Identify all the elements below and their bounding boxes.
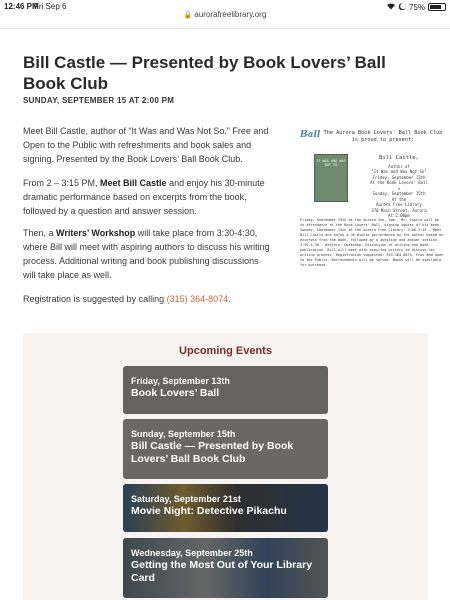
upcoming-events-heading: Upcoming Events bbox=[179, 345, 272, 357]
p3-bold: Writers’ Workshop bbox=[56, 228, 136, 238]
event-card-library-card[interactable] bbox=[123, 538, 328, 598]
battery-percent: 75% bbox=[408, 2, 425, 12]
upcoming-events-section bbox=[23, 333, 428, 600]
page-title: Bill Castle — Presented by Book Lovers’ Ball Book Club bbox=[23, 53, 386, 93]
event-date: Sunday, September 15th bbox=[131, 429, 236, 439]
flyer-author-of: Author of bbox=[388, 163, 410, 169]
p3-prefix: Then, a bbox=[23, 228, 57, 238]
flyer-line4: Sunday, September 15th bbox=[372, 191, 426, 196]
flyer-author: Bill Castle, bbox=[379, 155, 419, 161]
flyer-line2: At the Book Lovers' Ball bbox=[370, 180, 428, 185]
phone-link[interactable]: (315) 364-8074 bbox=[166, 294, 229, 304]
flyer-heading: The Aurora Book Lovers' Ball Book Club is proud to present: bbox=[323, 130, 443, 143]
flyer-logo: Ball bbox=[300, 130, 321, 140]
flyer-line3: + bbox=[397, 185, 401, 191]
event-card-bill-castle[interactable] bbox=[123, 419, 328, 479]
intro-paragraph: Meet Bill Castle, author of “It Was and Was Not So.” Free and Open to the Public with refreshments and book sales and signing. Presented by the Book Lovers’ Ball Book Club. bbox=[23, 126, 269, 164]
flyer-line6: Aurora Free Library bbox=[376, 202, 422, 207]
p2-suffix: and enjoy his 30-minute dramatic performance based on excerpts from the book, followed by a question and answer session. bbox=[23, 178, 265, 216]
event-name: Book Lovers’ Ball bbox=[131, 387, 220, 399]
url-text: aurorafreelibrary.org bbox=[194, 10, 267, 19]
flyer-small-print: Friday, September 13th at the Aurora Inn, 5pm - Mr. Castle will be in attendance at the Book Lovers' Ball, signing copies of his book. Sunday, September 15th at the Aurora Free Library: 2:00-3:15 - Meet Bill Castle and enjoy a 30 minute performance by the author based on excerpts from the book, followed by a question and answer session. 3:30-4:30 - Writers' workshop. Discussion of writing and book publication. Bill will meet with aspiring writers to discuss his writing process. Registration suggested: 315-364-8074. Free and Open to the Public. Refreshments will be served. Books will be available for purchase. bbox=[300, 218, 444, 267]
event-name: Bill Castle — Presented by Book Lovers’ Ball Book Club bbox=[131, 440, 294, 465]
book-cover-image bbox=[314, 154, 348, 202]
event-date: Wednesday, September 25th bbox=[131, 548, 253, 558]
flyer-line8: At 2:00pm bbox=[388, 213, 410, 218]
p3-suffix: will take place from 3:30-4:30, where Bill will meet with aspiring authors to discuss his writing process. Additional writing and book publishing discussions will take place as well. bbox=[23, 228, 270, 280]
status-time: 12:46 PM bbox=[4, 2, 39, 11]
event-flyer-image bbox=[298, 128, 446, 286]
event-date: SUNDAY, SEPTEMBER 15 AT 2:00 PM bbox=[23, 96, 175, 105]
performance-paragraph bbox=[23, 176, 273, 218]
event-name: Movie Night: Detective Pikachu bbox=[131, 505, 287, 517]
flyer-line7: 370 Main Street, Aurora bbox=[371, 207, 427, 213]
event-card-book-lovers-ball[interactable] bbox=[123, 366, 328, 414]
flyer-info bbox=[354, 156, 444, 219]
divider bbox=[0, 28, 450, 29]
event-name: Getting the Most Out of Your Library Card bbox=[131, 559, 313, 584]
flyer-line5: At the bbox=[391, 196, 407, 202]
address-bar[interactable] bbox=[0, 10, 450, 24]
event-date: Saturday, September 21st bbox=[131, 494, 241, 504]
p2-prefix: From 2 – 3:15 PM, bbox=[23, 178, 101, 188]
status-date: Fri Sep 6 bbox=[34, 2, 67, 11]
p4-suffix: . bbox=[228, 294, 231, 304]
event-date: Friday, September 13th bbox=[131, 376, 230, 386]
flyer-line1: Friday, September 13th bbox=[372, 174, 426, 180]
registration-paragraph bbox=[23, 292, 273, 306]
lock-icon: 🔒 bbox=[183, 12, 193, 19]
workshop-paragraph bbox=[23, 226, 273, 282]
p2-bold: Meet Bill Castle bbox=[100, 178, 167, 188]
event-card-movie-night[interactable] bbox=[123, 484, 328, 532]
p4-prefix: Registration is suggested by calling bbox=[23, 294, 167, 304]
book-cover-title: IT WAS AND WAS NOT SO bbox=[316, 159, 346, 167]
flyer-book-quote: "It Was and Was Not So" bbox=[371, 169, 427, 174]
